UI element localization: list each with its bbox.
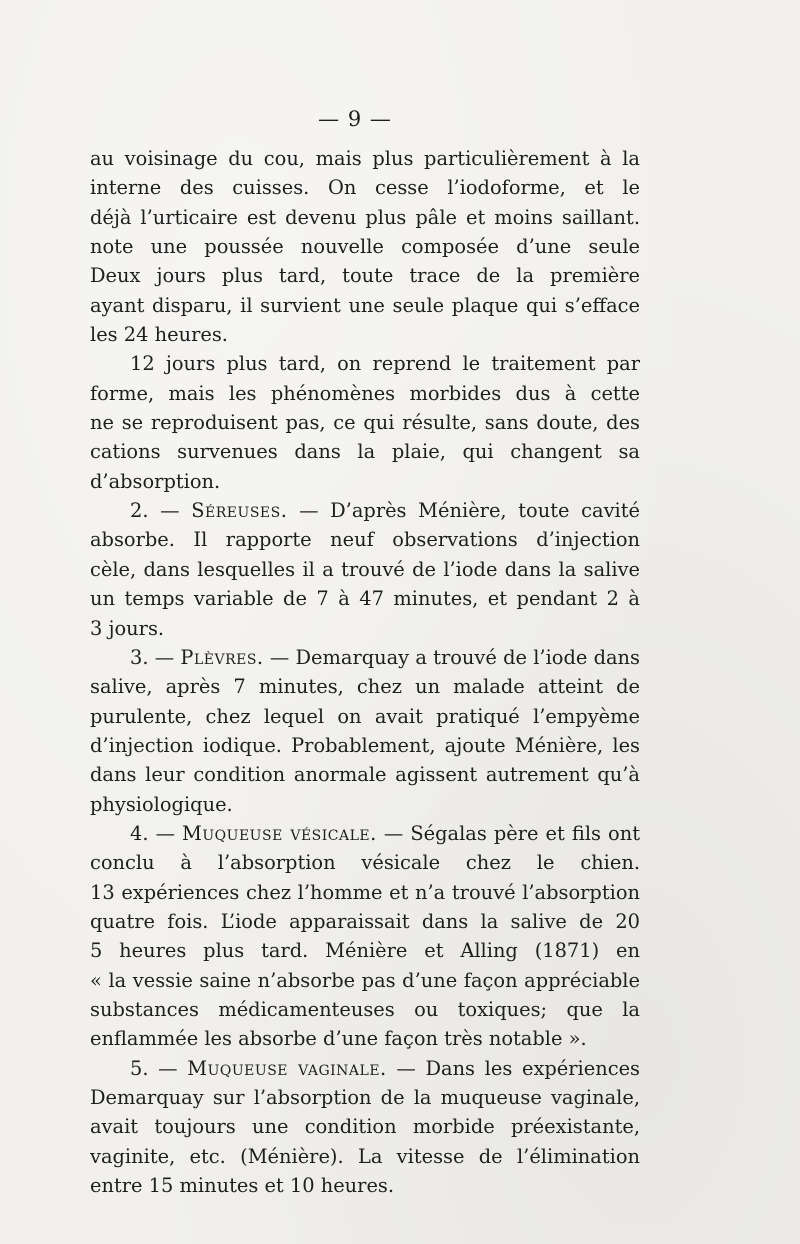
line-text: absorbe. Il rapporte neuf observations d’injection: [90, 528, 640, 552]
line-text: au voisinage du cou, mais plus particulièrement à la: [90, 147, 640, 170]
line-text: cèle, dans lesquelles il a trouvé de l’iode dans la salive: [90, 557, 640, 581]
line-text: 12 jours plus tard, on reprend le traitement par: [130, 352, 640, 376]
text-line: [90, 525, 640, 554]
text-line: [90, 878, 640, 907]
text-line: [90, 173, 640, 202]
text-line: [90, 1171, 640, 1200]
text-line: [90, 848, 640, 877]
section-heading: Muqueuse vésicale.: [182, 821, 377, 845]
text-line: [90, 437, 640, 466]
line-text: substances médicamenteuses ou toxiques; que la: [90, 997, 640, 1021]
line-text: dans leur condition anormale agissent autrement qu’à: [90, 763, 640, 787]
line-text: un temps variable de 7 à 47 minutes, et pendant 2 à: [90, 587, 640, 611]
line-text: les 24 heures.: [90, 323, 228, 347]
text-line: [90, 790, 640, 819]
line-text: interne des cuisses. On cesse l’iodoforme, et le: [90, 176, 640, 200]
text-line: [90, 467, 640, 496]
line-text: entre 15 minutes et 10 heures.: [90, 1174, 395, 1198]
section-number: 4. —: [130, 821, 183, 845]
line-text: d’absorption.: [90, 469, 221, 493]
text-line: [90, 261, 640, 290]
line-text: 3 jours.: [90, 616, 165, 640]
text-line: [90, 1054, 640, 1083]
section-number: 3. —: [130, 645, 181, 669]
text-line: [90, 1083, 640, 1112]
line-text: cations survenues dans la plaie, qui changent sa: [90, 440, 640, 464]
text-line: [90, 819, 640, 848]
text-line: [90, 643, 640, 672]
line-text: ayant disparu, il survient une seule plaque qui s’efface: [90, 293, 640, 317]
line-text: note une poussée nouvelle composée d’une seule: [90, 235, 640, 259]
line-text: 5 heures plus tard. Ménière et Alling (1871) en: [90, 939, 640, 963]
text-line: [90, 555, 640, 584]
text-line: [90, 203, 640, 232]
text-line: [90, 408, 640, 437]
line-text: — Demarquay a trouvé de l’iode dans: [269, 645, 640, 669]
line-text: Deux jours plus tard, toute trace de la première: [90, 264, 640, 288]
text-line: [90, 995, 640, 1024]
text-line: [90, 379, 640, 408]
line-text: enflammée les absorbe d’une façon très notable ».: [90, 1027, 587, 1051]
line-text: quatre fois. L’iode apparaissait dans la salive de 20: [90, 909, 640, 933]
text-line: [90, 291, 640, 320]
line-text: avait toujours une condition morbide préexistante,: [90, 1115, 640, 1139]
body-text: [90, 144, 640, 1200]
text-line: [90, 731, 640, 760]
section-heading: Plèvres.: [180, 645, 264, 669]
line-text: Demarquay sur l’absorption de la muqueuse vaginale,: [90, 1086, 640, 1109]
section-number: 2. —: [130, 499, 192, 523]
line-text: vaginite, etc. (Ménière). La vitesse de l’élimination: [90, 1144, 640, 1168]
line-text: — Ségalas père et fils ont: [376, 821, 640, 845]
line-text: déjà l’urticaire est devenu plus pâle et moins saillant.: [90, 205, 640, 229]
text-line: [90, 1142, 640, 1171]
line-text: physiologique.: [90, 792, 233, 816]
text-line: [90, 1024, 640, 1053]
line-text: 13 expériences chez l’homme et n’a trouvé l’absorption: [90, 880, 640, 904]
text-line: [90, 936, 640, 965]
section-number: 5. —: [130, 1056, 188, 1080]
line-text: d’injection iodique. Probablement, ajoute Ménière, les: [90, 733, 640, 757]
section-heading: Séreuses.: [191, 499, 288, 523]
text-line: [90, 672, 640, 701]
text-line: [90, 966, 640, 995]
page-number: — 9 —: [318, 107, 392, 131]
text-line: [90, 907, 640, 936]
line-text: — Dans les expériences: [396, 1056, 640, 1080]
text-line: [90, 320, 640, 349]
text-line: [90, 496, 640, 525]
text-line: [90, 760, 640, 789]
section-heading: Muqueuse vaginale.: [187, 1056, 387, 1080]
line-text: — D’après Ménière, toute cavité: [299, 499, 640, 523]
text-line: [90, 1112, 640, 1141]
text-line: [90, 614, 640, 643]
text-line: [90, 702, 640, 731]
line-text: « la vessie saine n’absorbe pas d’une façon appréciable: [90, 968, 640, 992]
line-text: salive, après 7 minutes, chez un malade atteint de: [90, 675, 640, 699]
line-text: forme, mais les phénomènes morbides dus à cette: [90, 381, 640, 405]
text-line: [90, 144, 640, 173]
text-line: [90, 349, 640, 378]
line-text: purulente, chez lequel on avait pratiqué l’empyème: [90, 704, 640, 728]
line-text: ne se reproduisent pas, ce qui résulte, sans doute, des: [90, 411, 640, 435]
text-line: [90, 584, 640, 613]
line-text: conclu à l’absorption vésicale chez le chien.: [90, 851, 640, 875]
text-line: [90, 232, 640, 261]
